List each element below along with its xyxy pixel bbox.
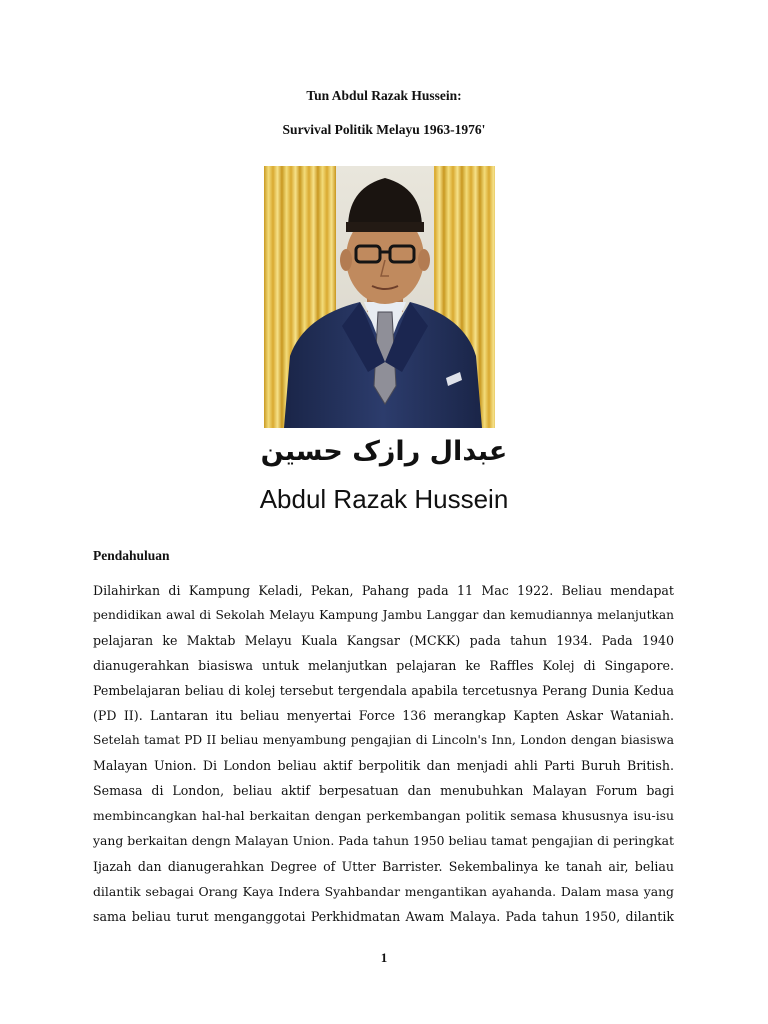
body-line: pelajaran ke Maktab Melayu Kuala Kangsar (MCKK) pada tahun 1934. Pada 1940: [93, 633, 674, 649]
section-heading: Pendahuluan: [93, 548, 170, 563]
body-line: membincangkan hal-hal berkaitan dengan perkembangan politik semasa khususnya isu-isu: [93, 808, 674, 824]
body-line: yang berkaitan dengn Malayan Union. Pada tahun 1950 beliau tamat pengajian di peringkat: [93, 833, 674, 849]
document-subtitle: Survival Politik Melayu 1963-1976': [282, 122, 486, 137]
document-title: Tun Abdul Razak Hussein:: [306, 88, 462, 103]
body-line: Pembelajaran beliau di kolej tersebut tergendala apabila tercetusnya Perang Dunia Kedua: [93, 683, 674, 699]
body-paragraph: [93, 578, 674, 929]
body-line: Setelah tamat PD II beliau menyambung pengajian di Lincoln's Inn, London dengan biasiswa: [93, 733, 674, 748]
body-line: (PD II). Lantaran itu beliau menyertai Force 136 merangkap Kapten Askar Wataniah.: [93, 708, 674, 724]
body-line: Ijazah dan dianugerahkan Degree of Utter Barrister. Sekembalinya ke tanah air, beliau: [93, 858, 674, 874]
body-line: Semasa di London, beliau aktif berpesatuan dan menubuhkan Malayan Forum bagi: [93, 783, 674, 799]
body-line: sama beliau turut menganggotai Perkhidmatan Awam Malaya. Pada tahun 1950, dilantik: [93, 908, 674, 924]
page-number: 1: [380, 950, 388, 965]
body-line: Dilahirkan di Kampung Keladi, Pekan, Pahang pada 11 Mac 1922. Beliau mendapat: [93, 583, 674, 598]
portrait-photo: [264, 166, 495, 428]
body-line: dilantik sebagai Orang Kaya Indera Syahbandar mengantikan ayahanda. Dalam masa yang: [93, 883, 674, 899]
body-line: dianugerahkan biasiswa untuk melanjutkan pelajaran ke Raffles Kolej di Singapore.: [93, 658, 674, 674]
name-jawi: عبدال رازک حسين: [260, 436, 508, 467]
body-line: Malayan Union. Di London beliau aktif berpolitik dan menjadi ahli Parti Buruh British.: [93, 758, 674, 774]
body-line: pendidikan awal di Sekolah Melayu Kampung Jambu Langgar dan kemudiannya melanjutkan: [93, 608, 674, 623]
name-caption: Abdul Razak Hussein: [259, 484, 509, 514]
